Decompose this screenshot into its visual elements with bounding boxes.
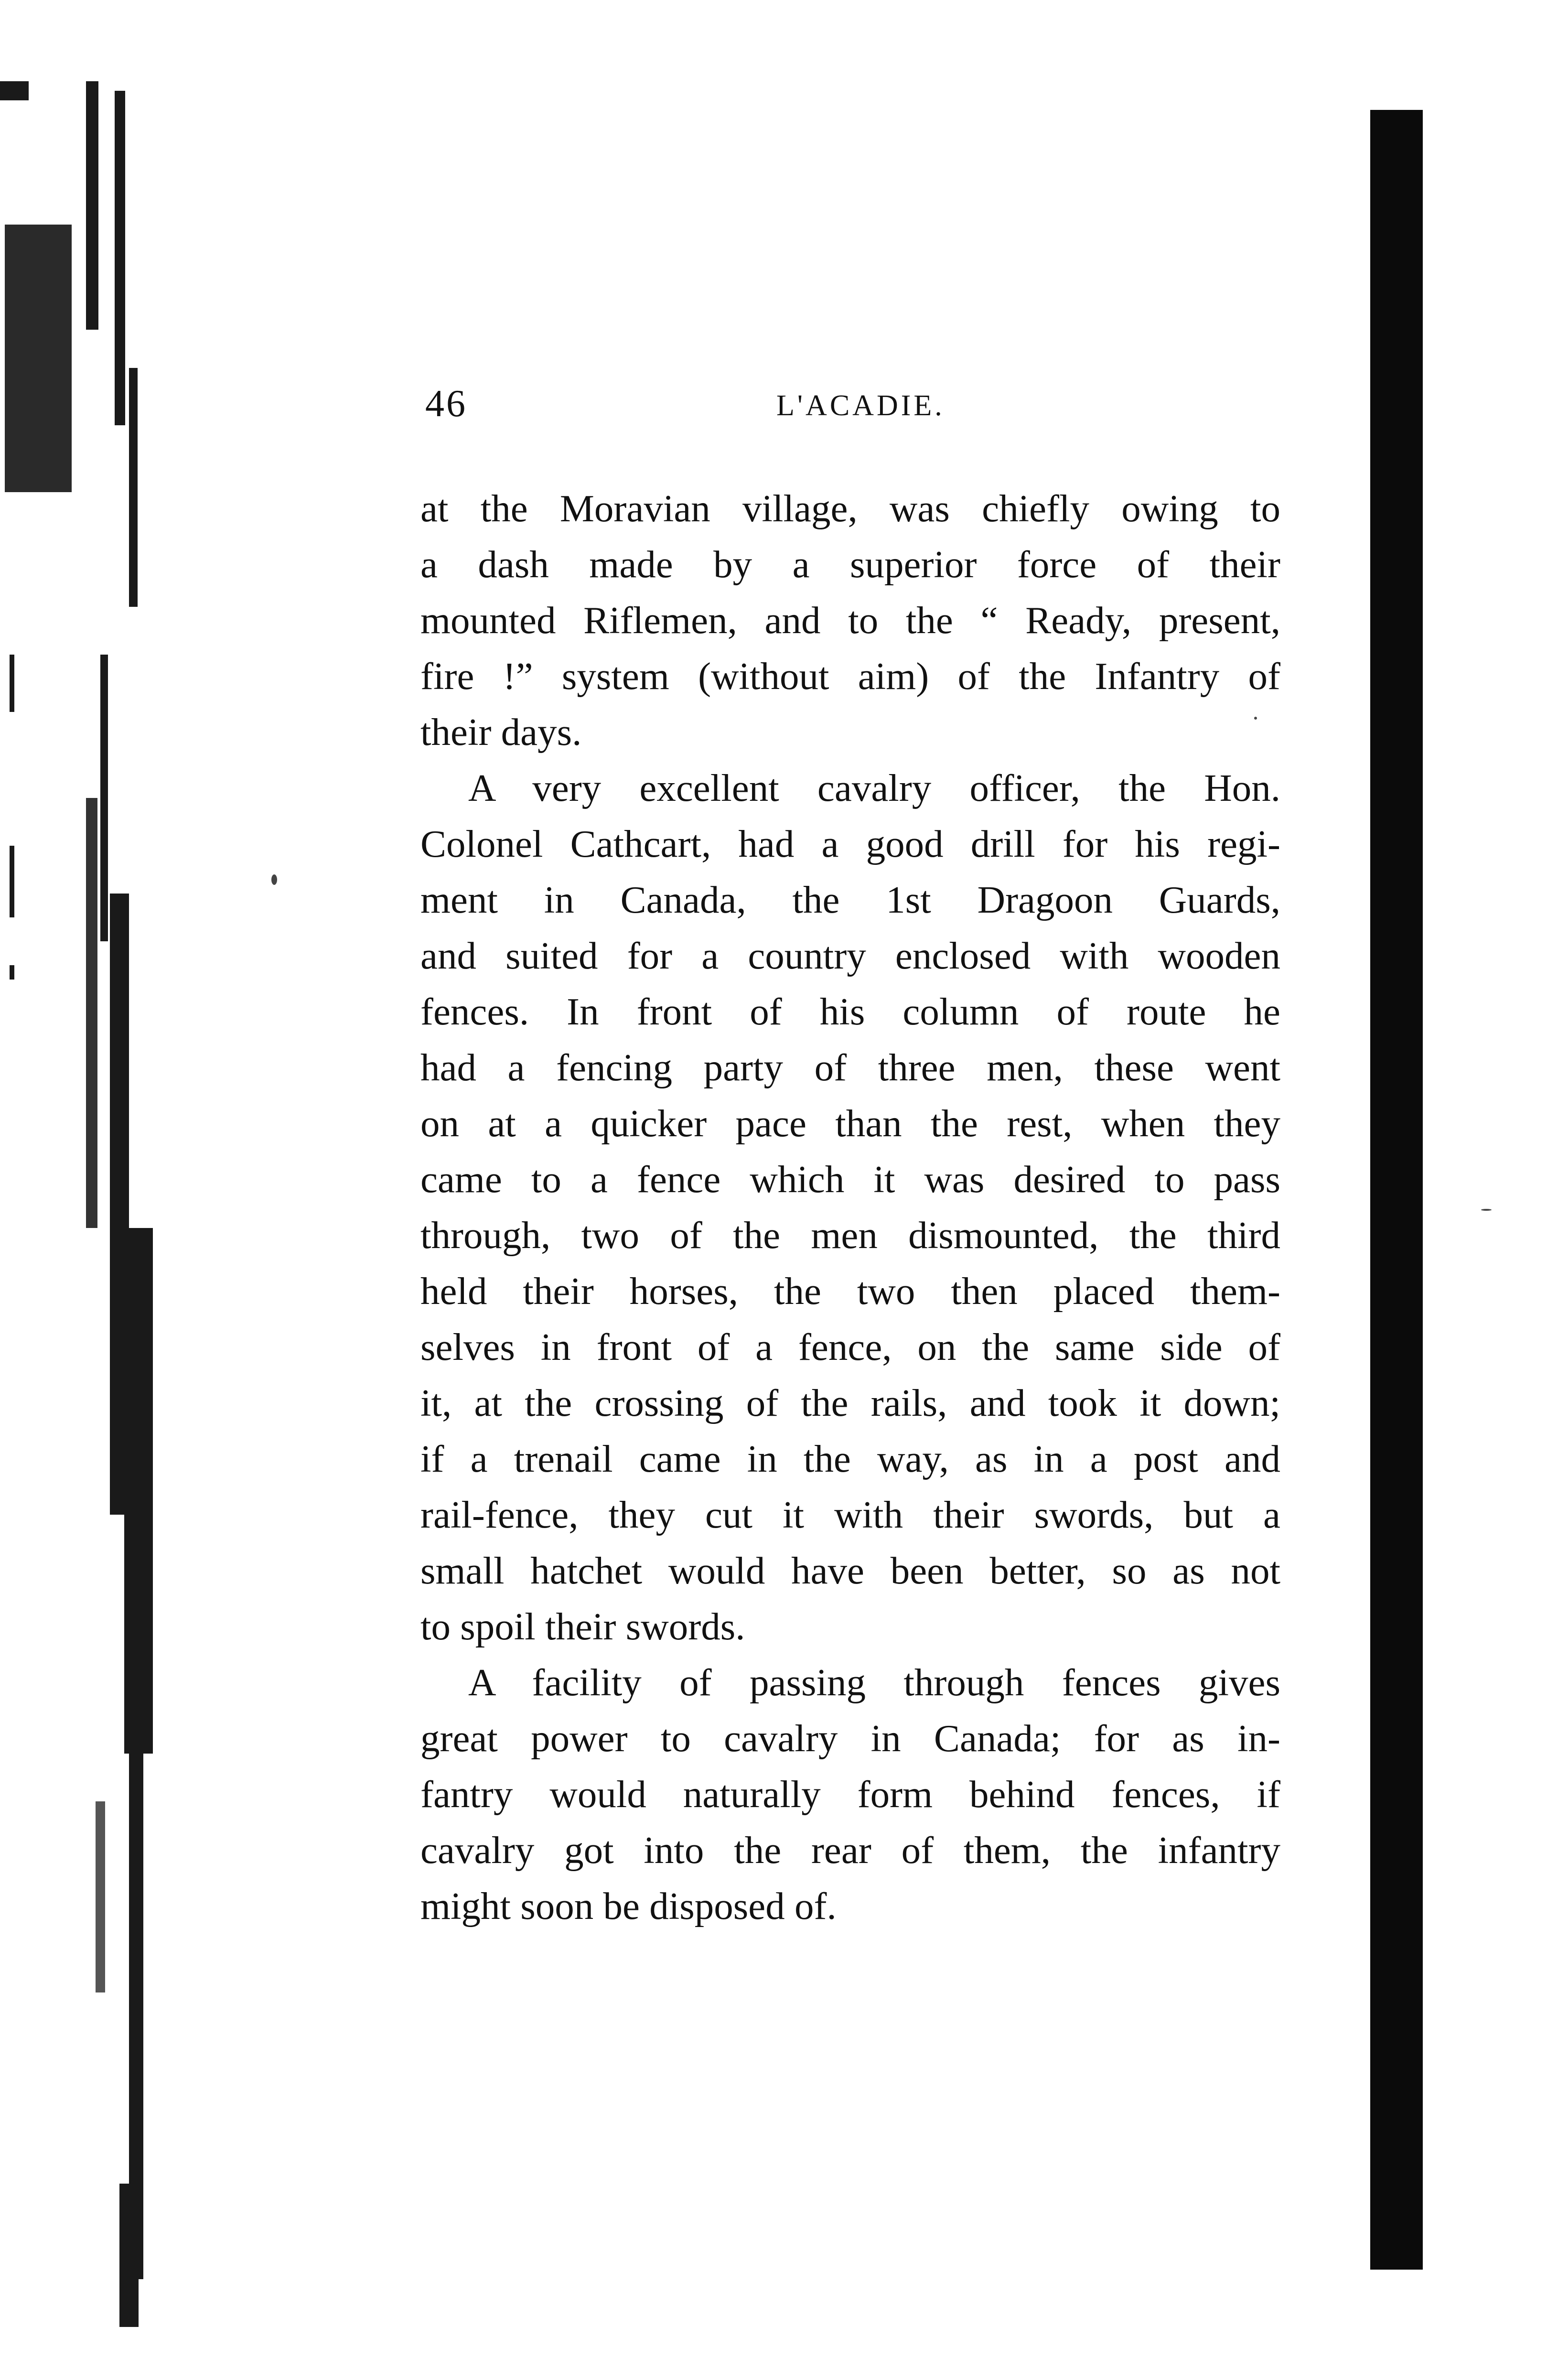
text-line: on at a quicker pace than the rest, when they: [420, 1102, 1280, 1145]
text-line: their days.: [420, 711, 582, 754]
text-line: held their horses, the two then placed them-: [420, 1270, 1280, 1313]
book-page: [420, 382, 1280, 1934]
text-line: mounted Riflemen, and to the “ Ready, present,: [420, 599, 1280, 642]
page-number: 46: [425, 383, 467, 425]
running-title: L'ACADIE.: [776, 389, 945, 422]
paragraph: [420, 760, 1280, 1655]
text-line: if a trenail came in the way, as in a post and: [420, 1437, 1280, 1480]
text-line: cavalry got into the rear of them, the infantry: [420, 1829, 1280, 1872]
text-line: small hatchet would have been better, so as not: [420, 1549, 1280, 1592]
text-line: came to a fence which it was desired to pass: [420, 1158, 1280, 1201]
text-line: selves in front of a fence, on the same side of: [420, 1325, 1280, 1368]
text-line: great power to cavalry in Canada; for as in-: [420, 1717, 1280, 1760]
text-line: might soon be disposed of.: [420, 1885, 837, 1928]
text-line: fantry would naturally form behind fences, if: [420, 1773, 1280, 1816]
paragraph: [420, 1655, 1280, 1934]
text-line: it, at the crossing of the rails, and took it down;: [420, 1381, 1280, 1424]
text-line: ment in Canada, the 1st Dragoon Guards,: [420, 878, 1280, 921]
text-line: Colonel Cathcart, had a good drill for his regi-: [420, 822, 1280, 865]
text-line: through, two of the men dismounted, the third: [420, 1214, 1280, 1257]
page-edge-shadow: [1370, 110, 1423, 2270]
running-head: [420, 382, 1280, 444]
text-line: A very excellent cavalry officer, the Hon.: [468, 766, 1280, 809]
scan-speck: [271, 874, 277, 885]
text-line: fire !” system (without aim) of the Infantry of: [420, 655, 1280, 698]
binding-gutter-artifact: [0, 81, 158, 2327]
text-line: rail-fence, they cut it with their swords, but a: [420, 1493, 1280, 1536]
text-line: and suited for a country enclosed with wooden: [420, 934, 1280, 977]
text-line: at the Moravian village, was chiefly owing to: [420, 487, 1280, 530]
text-line: a dash made by a superior force of their: [420, 543, 1280, 586]
text-line: A facility of passing through fences gives: [468, 1661, 1280, 1704]
scan-speck: [1481, 1209, 1492, 1211]
text-line: to spoil their swords.: [420, 1605, 745, 1648]
body-text: [420, 481, 1280, 1934]
paragraph: [420, 481, 1280, 760]
text-line: fences. In front of his column of route he: [420, 990, 1280, 1033]
text-line: had a fencing party of three men, these went: [420, 1046, 1280, 1089]
